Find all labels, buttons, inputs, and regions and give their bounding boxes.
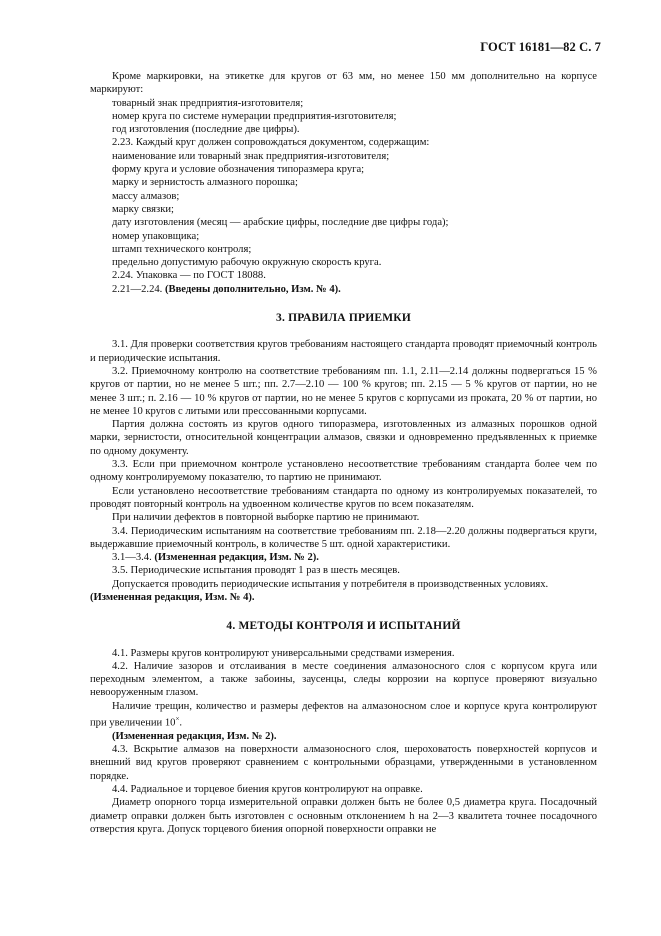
amendment-text: (Измененная редакция, Изм. № 2). (154, 552, 319, 564)
clause-text-end: . (179, 717, 183, 729)
amendment-text: (Введены дополнительно, Изм. № 4). (164, 283, 341, 295)
clause-text: Наличие трещин, количество и размеры дефектов на алмазоносном слое и корпусе круга контролируют при увеличении 10 (90, 700, 597, 729)
clause-ref: 3.1—3.4. (112, 552, 152, 564)
clause-3-4: 3.4. Периодическим испытаниям на соответствие требованиям пп. 2.18—2.20 должны подвергаться круги, выдержавшие приемочный контроль, в количестве 5 шт. одной характеристики. (90, 525, 597, 550)
list-item: товарный знак предприятия-изготовителя; (112, 97, 304, 109)
list-item: штамп технического контроля; (112, 243, 252, 255)
list-item: форму круга и условие обозначения типоразмера круга; (112, 164, 365, 176)
section-3-heading: 3. ПРАВИЛА ПРИЕМКИ (276, 312, 411, 325)
section-4-heading: 4. МЕТОДЫ КОНТРОЛЯ И ИСПЫТАНИЙ (226, 620, 461, 633)
clause-4-4-paragraph: Диаметр опорного торца измерительной оправки должен быть не более 0,5 диаметра круга. Посадочный диаметр оправки должен быть изготовлен с основным отклонением h на 2—3 квалитета точнее посадочного отверстия круга. Допуск торцевого биения опорной поверхности оправки не (90, 797, 597, 835)
clause-4-2-paragraph (90, 700, 597, 730)
magnification-sign: × (175, 715, 180, 724)
intro-paragraph: Кроме маркировки, на этикетке для кругов от 63 мм, но менее 150 мм дополнительно на корпусе маркируют: (90, 71, 597, 96)
amendment-note: (Измененная редакция, Изм. № 4). (90, 591, 255, 603)
clause-2-24: 2.24. Упаковка — по ГОСТ 18088. (112, 270, 266, 282)
list-item: марку связки; (112, 203, 174, 215)
list-item: номер упаковщика; (112, 230, 200, 242)
clause-3-2-paragraph: Партия должна состоять из кругов одного типоразмера, изготовленных из алмазных порошков одной марки, зернистости, относительной концентрации алмазов, связки и одновременно предъявленных к приемке по одному документу. (90, 419, 597, 457)
page-content (90, 70, 597, 836)
clause-4-4: 4.4. Радиальное и торцевое биения кругов контролируют на оправке. (112, 784, 423, 796)
clause-4-3: 4.3. Вскрытие алмазов на поверхности алмазоносного слоя, шероховатость поверхностей корпусов и внешний вид кругов проверяют сравнением с контрольными образцами, утвержденными в установленном порядке. (90, 744, 597, 782)
amendment-note: (Измененная редакция, Изм. № 2). (112, 730, 277, 742)
list-item: год изготовления (последние две цифры). (112, 124, 300, 136)
clause-3-3-paragraph: При наличии дефектов в повторной выборке партию не принимают. (112, 512, 420, 524)
list-item: дату изготовления (месяц — арабские цифры, последние две цифры года); (112, 217, 449, 229)
list-item: номер круга по системе нумерации предприятия-изготовителя; (112, 110, 397, 122)
list-item: марку и зернистость алмазного порошка; (112, 177, 298, 189)
amendment-note (90, 283, 597, 296)
amendment-note (90, 551, 597, 564)
page-header: ГОСТ 16181—82 С. 7 (480, 40, 601, 54)
clause-ref: 2.21—2.24. (112, 283, 163, 295)
clause-3-3: 3.3. Если при приемочном контроле установлено несоответствие требованиям стандарта более чем по одному контролируемому показателю, то партию не принимают. (90, 459, 597, 484)
clause-3-5-paragraph: Допускается проводить периодические испытания у потребителя в производственных условиях. (112, 578, 549, 590)
clause-3-5: 3.5. Периодические испытания проводят 1 раз в шесть месяцев. (112, 565, 400, 577)
list-item: предельно допустимую рабочую окружную скорость круга. (112, 257, 382, 269)
list-item: массу алмазов; (112, 190, 180, 202)
clause-3-1: 3.1. Для проверки соответствия кругов требованиям настоящего стандарта проводят приемочный контроль и периодические испытания. (90, 339, 597, 364)
clause-3-2: 3.2. Приемочному контролю на соответствие требованиям пп. 1.1, 2.11—2.14 должны подвергаться 15 % кругов от партии, но не менее 5 шт.; пп. 2.7—2.10 — 100 % кругов; пп. 2.15 — 5 % кругов от партии, но не менее 3 шт.; п. 2.16 — 10 % кругов от партии, но не менее 5 кругов с корпусами из проката, 20 % от партии, но не менее 10 кругов с литыми или прессованными корпусами. (90, 365, 597, 417)
list-item: наименование или товарный знак предприятия-изготовителя; (112, 150, 390, 162)
clause-2-23: 2.23. Каждый круг должен сопровождаться документом, содержащим: (112, 137, 430, 149)
clause-3-3-paragraph: Если установлено несоответствие требованиям стандарта по одному из контролируемых показателей, то проводят повторный контроль на удвоенном количестве кругов по всем показателям. (90, 485, 597, 510)
clause-4-2: 4.2. Наличие зазоров и отслаивания в месте соединения алмазоносного слоя с корпусом круга или переходным элементом, а также забоины, заусенцы, следы коррозии на корпусе проверяют визуально невооруженным глазом. (90, 660, 597, 699)
clause-4-1: 4.1. Размеры кругов контролируют универсальными средствами измерения. (112, 647, 455, 659)
